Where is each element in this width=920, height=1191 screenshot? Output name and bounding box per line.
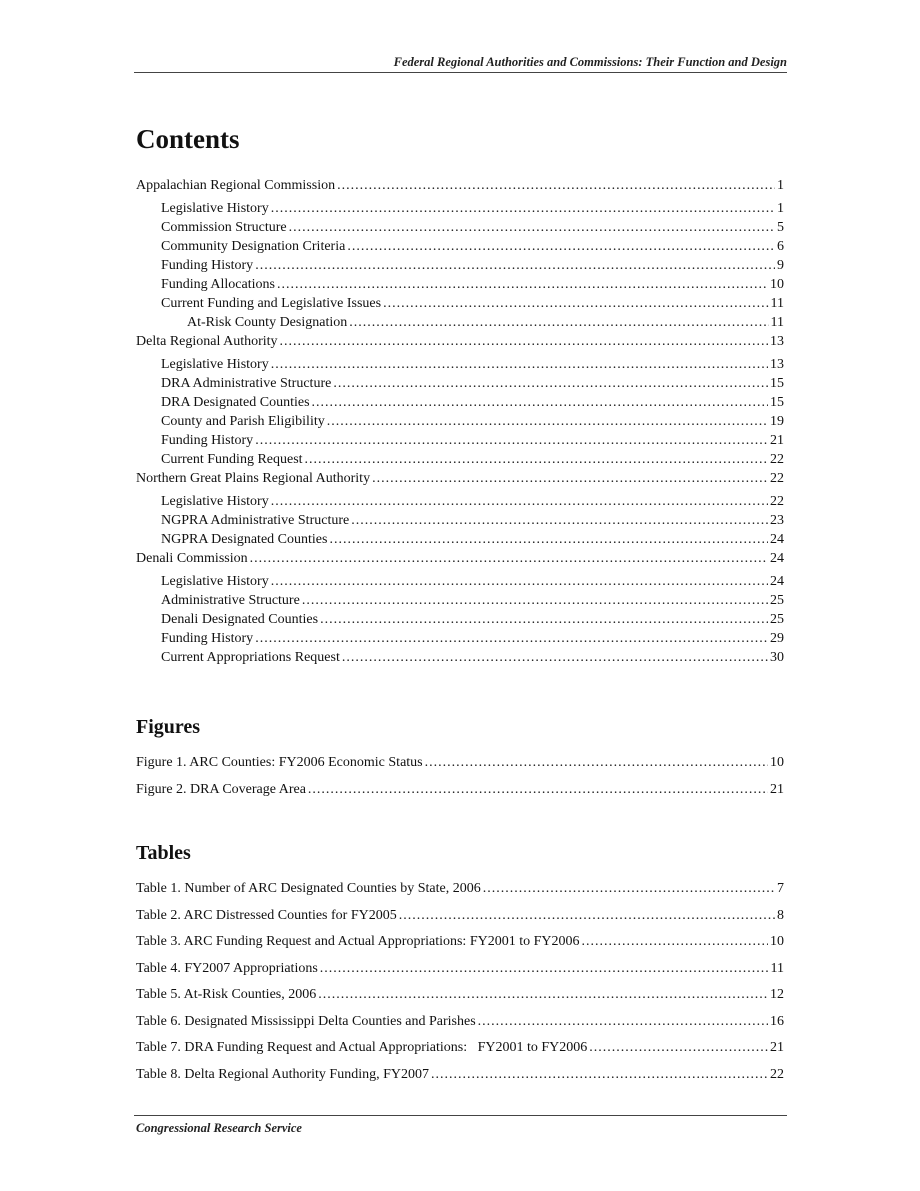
contents-list xyxy=(136,176,784,667)
toc-entry-arc-legislative-history[interactable]: Legislative History ..... 1 xyxy=(136,199,784,218)
toc-entry-denali-designated-counties[interactable]: Denali Designated Counties ..... 25 xyxy=(136,610,784,629)
toc-entry-ngpra-legislative-history[interactable]: Legislative History ..... 22 xyxy=(136,492,784,511)
tables-list xyxy=(136,876,784,1088)
footer-rule xyxy=(134,1115,787,1116)
toc-entry-community-designation-criteria[interactable]: Community Designation Criteria ..... 6 xyxy=(136,237,784,256)
figures-heading: Figures xyxy=(136,716,201,738)
table-entry-1[interactable]: Table 1. Number of ARC Designated Counties by State, 2006 ..... 7 xyxy=(136,876,784,903)
table-entry-8[interactable]: Table 8. Delta Regional Authority Funding, FY2007 ..... 22 xyxy=(136,1062,784,1089)
toc-entry-funding-allocations[interactable]: Funding Allocations ..... 10 xyxy=(136,275,784,294)
toc-entry-appalachian-regional-commission[interactable]: Appalachian Regional Commission ..... 1 xyxy=(136,176,784,195)
figure-entry-2[interactable]: Figure 2. DRA Coverage Area ..... 21 xyxy=(136,777,784,804)
toc-entry-dra-designated-counties[interactable]: DRA Designated Counties ..... 15 xyxy=(136,393,784,412)
toc-entry-arc-funding-history[interactable]: Funding History ..... 9 xyxy=(136,256,784,275)
table-entry-4[interactable]: Table 4. FY2007 Appropriations ..... 11 xyxy=(136,956,784,983)
running-header: Federal Regional Authorities and Commissions: Their Function and Design xyxy=(393,55,787,69)
running-footer: Congressional Research Service xyxy=(136,1121,302,1135)
toc-entry-denali-administrative-structure[interactable]: Administrative Structure ..... 25 xyxy=(136,591,784,610)
toc-entry-dra-legislative-history[interactable]: Legislative History ..... 13 xyxy=(136,355,784,374)
header-rule xyxy=(134,72,787,73)
contents-heading: Contents xyxy=(136,124,240,154)
toc-entry-denali-funding-history[interactable]: Funding History ..... 29 xyxy=(136,629,784,648)
table-entry-7[interactable]: Table 7. DRA Funding Request and Actual Appropriations: FY2001 to FY2006 ..... 21 xyxy=(136,1035,784,1062)
toc-entry-current-funding-request[interactable]: Current Funding Request ..... 22 xyxy=(136,450,784,469)
table-entry-3[interactable]: Table 3. ARC Funding Request and Actual Appropriations: FY2001 to FY2006 ..... 10 xyxy=(136,929,784,956)
toc-entry-denali-legislative-history[interactable]: Legislative History ..... 24 xyxy=(136,572,784,591)
toc-entry-ngpra-designated-counties[interactable]: NGPRA Designated Counties ..... 24 xyxy=(136,530,784,549)
toc-entry-dra-funding-history[interactable]: Funding History ..... 21 xyxy=(136,431,784,450)
tables-heading: Tables xyxy=(136,842,191,864)
toc-entry-northern-great-plains[interactable]: Northern Great Plains Regional Authority ..... 22 xyxy=(136,469,784,488)
toc-entry-county-parish-eligibility[interactable]: County and Parish Eligibility ..... 19 xyxy=(136,412,784,431)
toc-entry-delta-regional-authority[interactable]: Delta Regional Authority ..... 13 xyxy=(136,332,784,351)
figures-list xyxy=(136,750,784,803)
toc-entry-dra-administrative-structure[interactable]: DRA Administrative Structure ..... 15 xyxy=(136,374,784,393)
toc-entry-denali-commission[interactable]: Denali Commission ..... 24 xyxy=(136,549,784,568)
table-entry-5[interactable]: Table 5. At-Risk Counties, 2006 ..... 12 xyxy=(136,982,784,1009)
toc-entry-current-appropriations-request[interactable]: Current Appropriations Request ..... 30 xyxy=(136,648,784,667)
table-entry-6[interactable]: Table 6. Designated Mississippi Delta Counties and Parishes ..... 16 xyxy=(136,1009,784,1036)
toc-entry-at-risk-county-designation[interactable]: At-Risk County Designation ..... 11 xyxy=(136,313,784,332)
figure-entry-1[interactable]: Figure 1. ARC Counties: FY2006 Economic Status ..... 10 xyxy=(136,750,784,777)
toc-entry-commission-structure[interactable]: Commission Structure ..... 5 xyxy=(136,218,784,237)
table-entry-2[interactable]: Table 2. ARC Distressed Counties for FY2005 ..... 8 xyxy=(136,903,784,930)
toc-entry-current-funding-legislative-issues[interactable]: Current Funding and Legislative Issues ..... 11 xyxy=(136,294,784,313)
toc-entry-ngpra-administrative-structure[interactable]: NGPRA Administrative Structure ..... 23 xyxy=(136,511,784,530)
